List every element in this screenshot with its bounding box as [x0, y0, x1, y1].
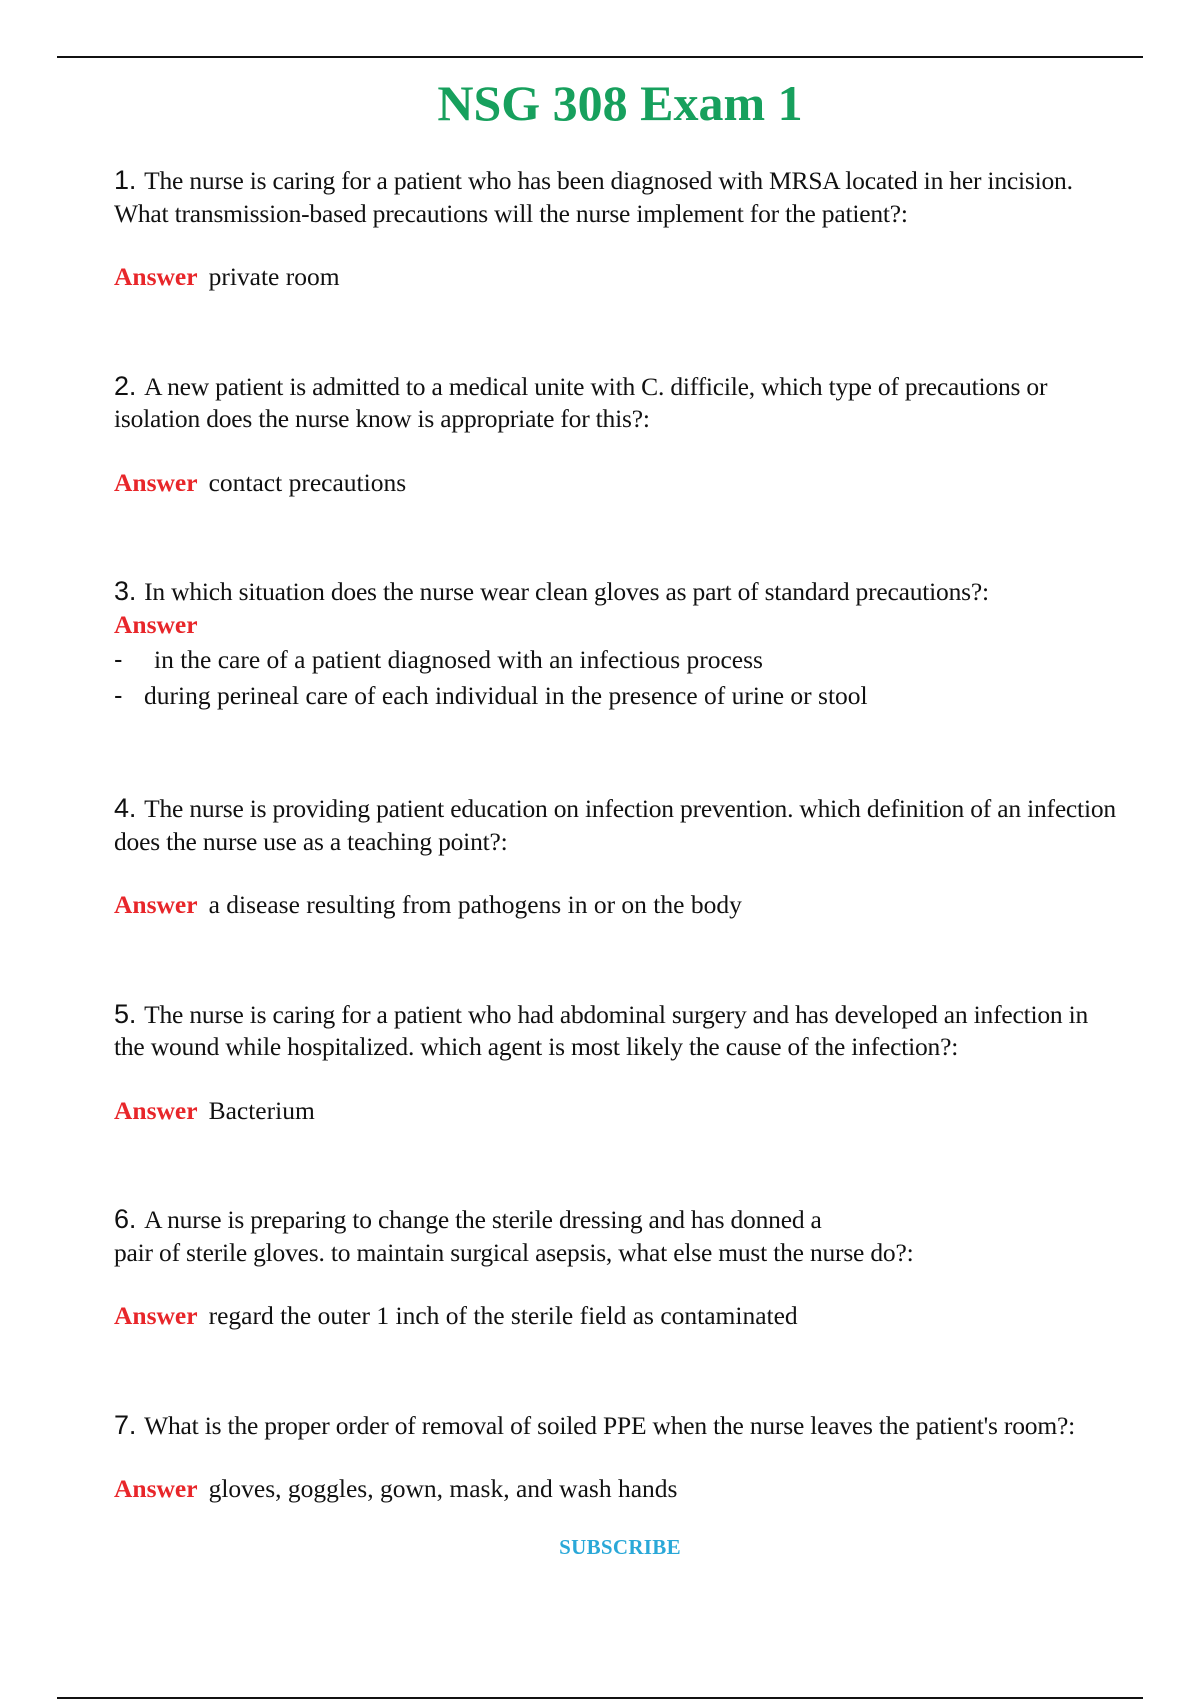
question-body: The nurse is caring for a patient who had abdominal surgery and has developed an infection in the wound while hospitalized. which agent is most likely the cause of the infection?: [114, 999, 1089, 1061]
answer-label: Answer [114, 467, 198, 497]
answer-label: Answer [114, 609, 198, 639]
question-item [114, 1203, 1124, 1333]
question-body: In which situation does the nurse wear clean gloves as part of standard precautions?: [144, 577, 989, 606]
question-text [114, 998, 1124, 1064]
question-number: 7. [114, 1409, 137, 1440]
answer-row [114, 1473, 1124, 1506]
answer-text: in the care of a patient diagnosed with an infectious process [154, 645, 763, 674]
answer-row [114, 467, 1124, 500]
page-title: NSG 308 Exam 1 [437, 75, 803, 131]
answer-label: Answer [114, 1095, 198, 1125]
answer-text: contact precautions [208, 467, 407, 497]
answer-row [114, 1300, 1124, 1333]
answer-row [114, 609, 1124, 642]
answer-label: Answer [114, 262, 198, 291]
question-item [114, 1409, 1124, 1506]
answer-label: Answer [114, 1474, 198, 1503]
answer-text: a disease resulting from pathogens in or on the body [208, 890, 742, 919]
answer-label: Answer [114, 890, 198, 919]
answer-row [114, 1095, 1124, 1128]
answer-text: private room [208, 262, 340, 291]
question-body: The nurse is caring for a patient who has been diagnosed with MRSA located in her incision. What transmission-based precautions will the nurse implement for the patient?: [114, 166, 1073, 228]
question-item [114, 575, 1124, 714]
bottom-rule [57, 1697, 1143, 1699]
dash-bullet-icon: - [114, 682, 123, 710]
answer-text: regard the outer 1 inch of the sterile field as contaminated [208, 1301, 798, 1330]
answer-row [114, 889, 1124, 922]
question-list [114, 164, 1124, 1506]
list-item [114, 678, 1124, 714]
question-number: 2. [114, 370, 137, 401]
question-text [114, 1409, 1124, 1443]
list-item [114, 642, 1124, 678]
question-item [114, 792, 1124, 922]
question-body: The nurse is providing patient education on infection prevention. which definition of an infection does the nurse use as a teaching point?: [114, 794, 1116, 856]
question-text [114, 575, 1124, 609]
dash-bullet-icon: - [114, 646, 123, 674]
question-text [114, 1203, 1124, 1269]
question-number: 4. [114, 793, 137, 823]
question-item [114, 998, 1124, 1128]
question-body: What is the proper order of removal of soiled PPE when the nurse leaves the patient's room?: [144, 1410, 1075, 1440]
answer-row [114, 261, 1124, 294]
question-number: 5. [114, 998, 137, 1029]
answer-list [114, 642, 1124, 714]
question-number: 6. [114, 1204, 137, 1234]
subscribe-link[interactable]: SUBSCRIBE [559, 1535, 681, 1559]
question-number: 3. [114, 576, 137, 606]
top-rule [57, 56, 1143, 58]
question-number: 1. [114, 165, 137, 195]
question-body-line-1: A nurse is preparing to change the sterile dressing and has donned a [144, 1205, 822, 1234]
question-text [114, 792, 1124, 858]
question-body-line-2: pair of sterile gloves. to maintain surgical asepsis, what else must the nurse do?: [114, 1237, 914, 1267]
answer-text: gloves, goggles, gown, mask, and wash hands [208, 1474, 678, 1503]
question-body: A new patient is admitted to a medical unite with C. difficile, which type of precautions or isolation does the nurse know is appropriate for this?: [114, 371, 1048, 433]
answer-label: Answer [114, 1301, 198, 1330]
question-text [114, 164, 1124, 230]
question-text [114, 370, 1124, 436]
question-item [114, 370, 1124, 500]
answer-text: during perineal care of each individual in the presence of urine or stool [144, 681, 868, 710]
answer-text: Bacterium [208, 1095, 315, 1125]
question-item [114, 164, 1124, 294]
